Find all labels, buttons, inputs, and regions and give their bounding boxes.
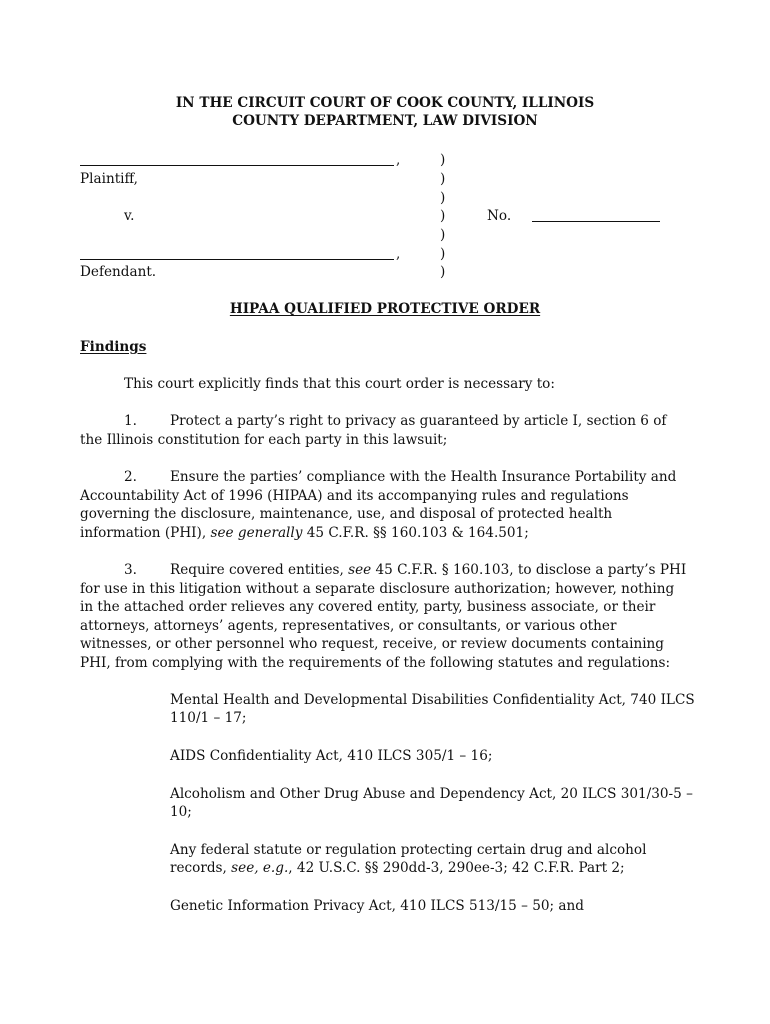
- finding-2-rest: [80, 487, 690, 542]
- findings-heading: Findings: [80, 339, 147, 355]
- finding-1-rest: the Illinois constitution for each party in this lawsuit;: [80, 432, 448, 448]
- case-number-blank: [532, 221, 660, 222]
- defendant-label: Defendant.: [80, 264, 157, 280]
- finding-3-first-italic: see: [348, 562, 372, 578]
- finding-2-rest-b: 45 C.F.R. §§ 160.103 & 164.501;: [302, 524, 529, 541]
- finding-3-number: 3.: [124, 562, 137, 578]
- caption-paren-3: ): [440, 190, 446, 206]
- plaintiff-comma: ,: [396, 152, 401, 168]
- court-heading-line1: IN THE CIRCUIT COURT OF COOK COUNTY, ILLINOIS: [175, 95, 595, 111]
- finding-2-rest-a: Accountability Act of 1996 (HIPAA) and its accompanying rules and regulations governing the disclosure, maintenance, use, and disposal of protected health information (PHI),: [80, 488, 629, 541]
- caption-paren-5: ): [440, 227, 446, 243]
- statute-alcoholism-act: Alcoholism and Other Drug Abuse and Dependency Act, 20 ILCS 301/30-5 – 10;: [170, 786, 693, 821]
- case-number-label: No.: [487, 208, 512, 224]
- caption-paren-6: ): [440, 246, 446, 262]
- defendant-name-blank: [80, 259, 394, 260]
- finding-2-rest-italic: see generally: [210, 524, 303, 541]
- statute-aids-act: AIDS Confidentiality Act, 410 ILCS 305/1 – 16;: [170, 748, 493, 764]
- caption-paren-2: ): [440, 171, 446, 187]
- statute-mhdd-act: Mental Health and Developmental Disabilities Confidentiality Act, 740 ILCS 110/1 – 17;: [170, 692, 695, 727]
- plaintiff-name-blank: [80, 165, 394, 166]
- court-heading-line2: COUNTY DEPARTMENT, LAW DIVISION: [232, 113, 538, 129]
- statute-federal-a: Any federal statute or regulation protecting certain drug and alcohol records,: [170, 842, 647, 877]
- finding-1-number: 1.: [124, 413, 137, 429]
- order-title: [0, 300, 770, 318]
- finding-3-first-b: 45 C.F.R. § 160.103, to disclose a party’s PHI: [371, 562, 687, 578]
- statute-federal-b: , 42 U.S.C. §§ 290dd-3, 290ee-3; 42 C.F.R. Part 2;: [288, 860, 625, 877]
- caption-paren-4: ): [440, 208, 446, 224]
- statute-federal-drug-alcohol: [170, 841, 700, 878]
- caption-paren-1: ): [440, 152, 446, 168]
- statute-federal-italic: see, e.g.: [231, 860, 289, 877]
- statute-genetic-privacy-act: Genetic Information Privacy Act, 410 ILCS 513/15 – 50; and: [170, 898, 584, 914]
- findings-intro: This court explicitly finds that this court order is necessary to:: [124, 376, 555, 392]
- finding-3-rest: for use in this litigation without a separate disclosure authorization; however, nothing in the attached order relieves any covered entity, party, business associate, or their attorneys, attorneys’ agents, representatives, or consultants, or various other witnesses, or other personnel who request, receive, or review documents containing PHI, from complying with the requirements of the following statutes and regulations:: [80, 581, 675, 671]
- finding-3-first-line: [170, 561, 686, 579]
- order-title-text: HIPAA QUALIFIED PROTECTIVE ORDER: [229, 301, 541, 317]
- finding-1-first-line: Protect a party’s right to privacy as guaranteed by article I, section 6 of: [170, 413, 667, 429]
- plaintiff-label: Plaintiff,: [80, 171, 139, 187]
- finding-2-first-line: Ensure the parties’ compliance with the Health Insurance Portability and: [170, 469, 677, 485]
- finding-3-first-a: Require covered entities,: [170, 562, 349, 578]
- caption-paren-7: ): [440, 264, 446, 280]
- defendant-comma: ,: [396, 246, 401, 262]
- finding-2-number: 2.: [124, 469, 137, 485]
- versus-label: v.: [124, 208, 135, 224]
